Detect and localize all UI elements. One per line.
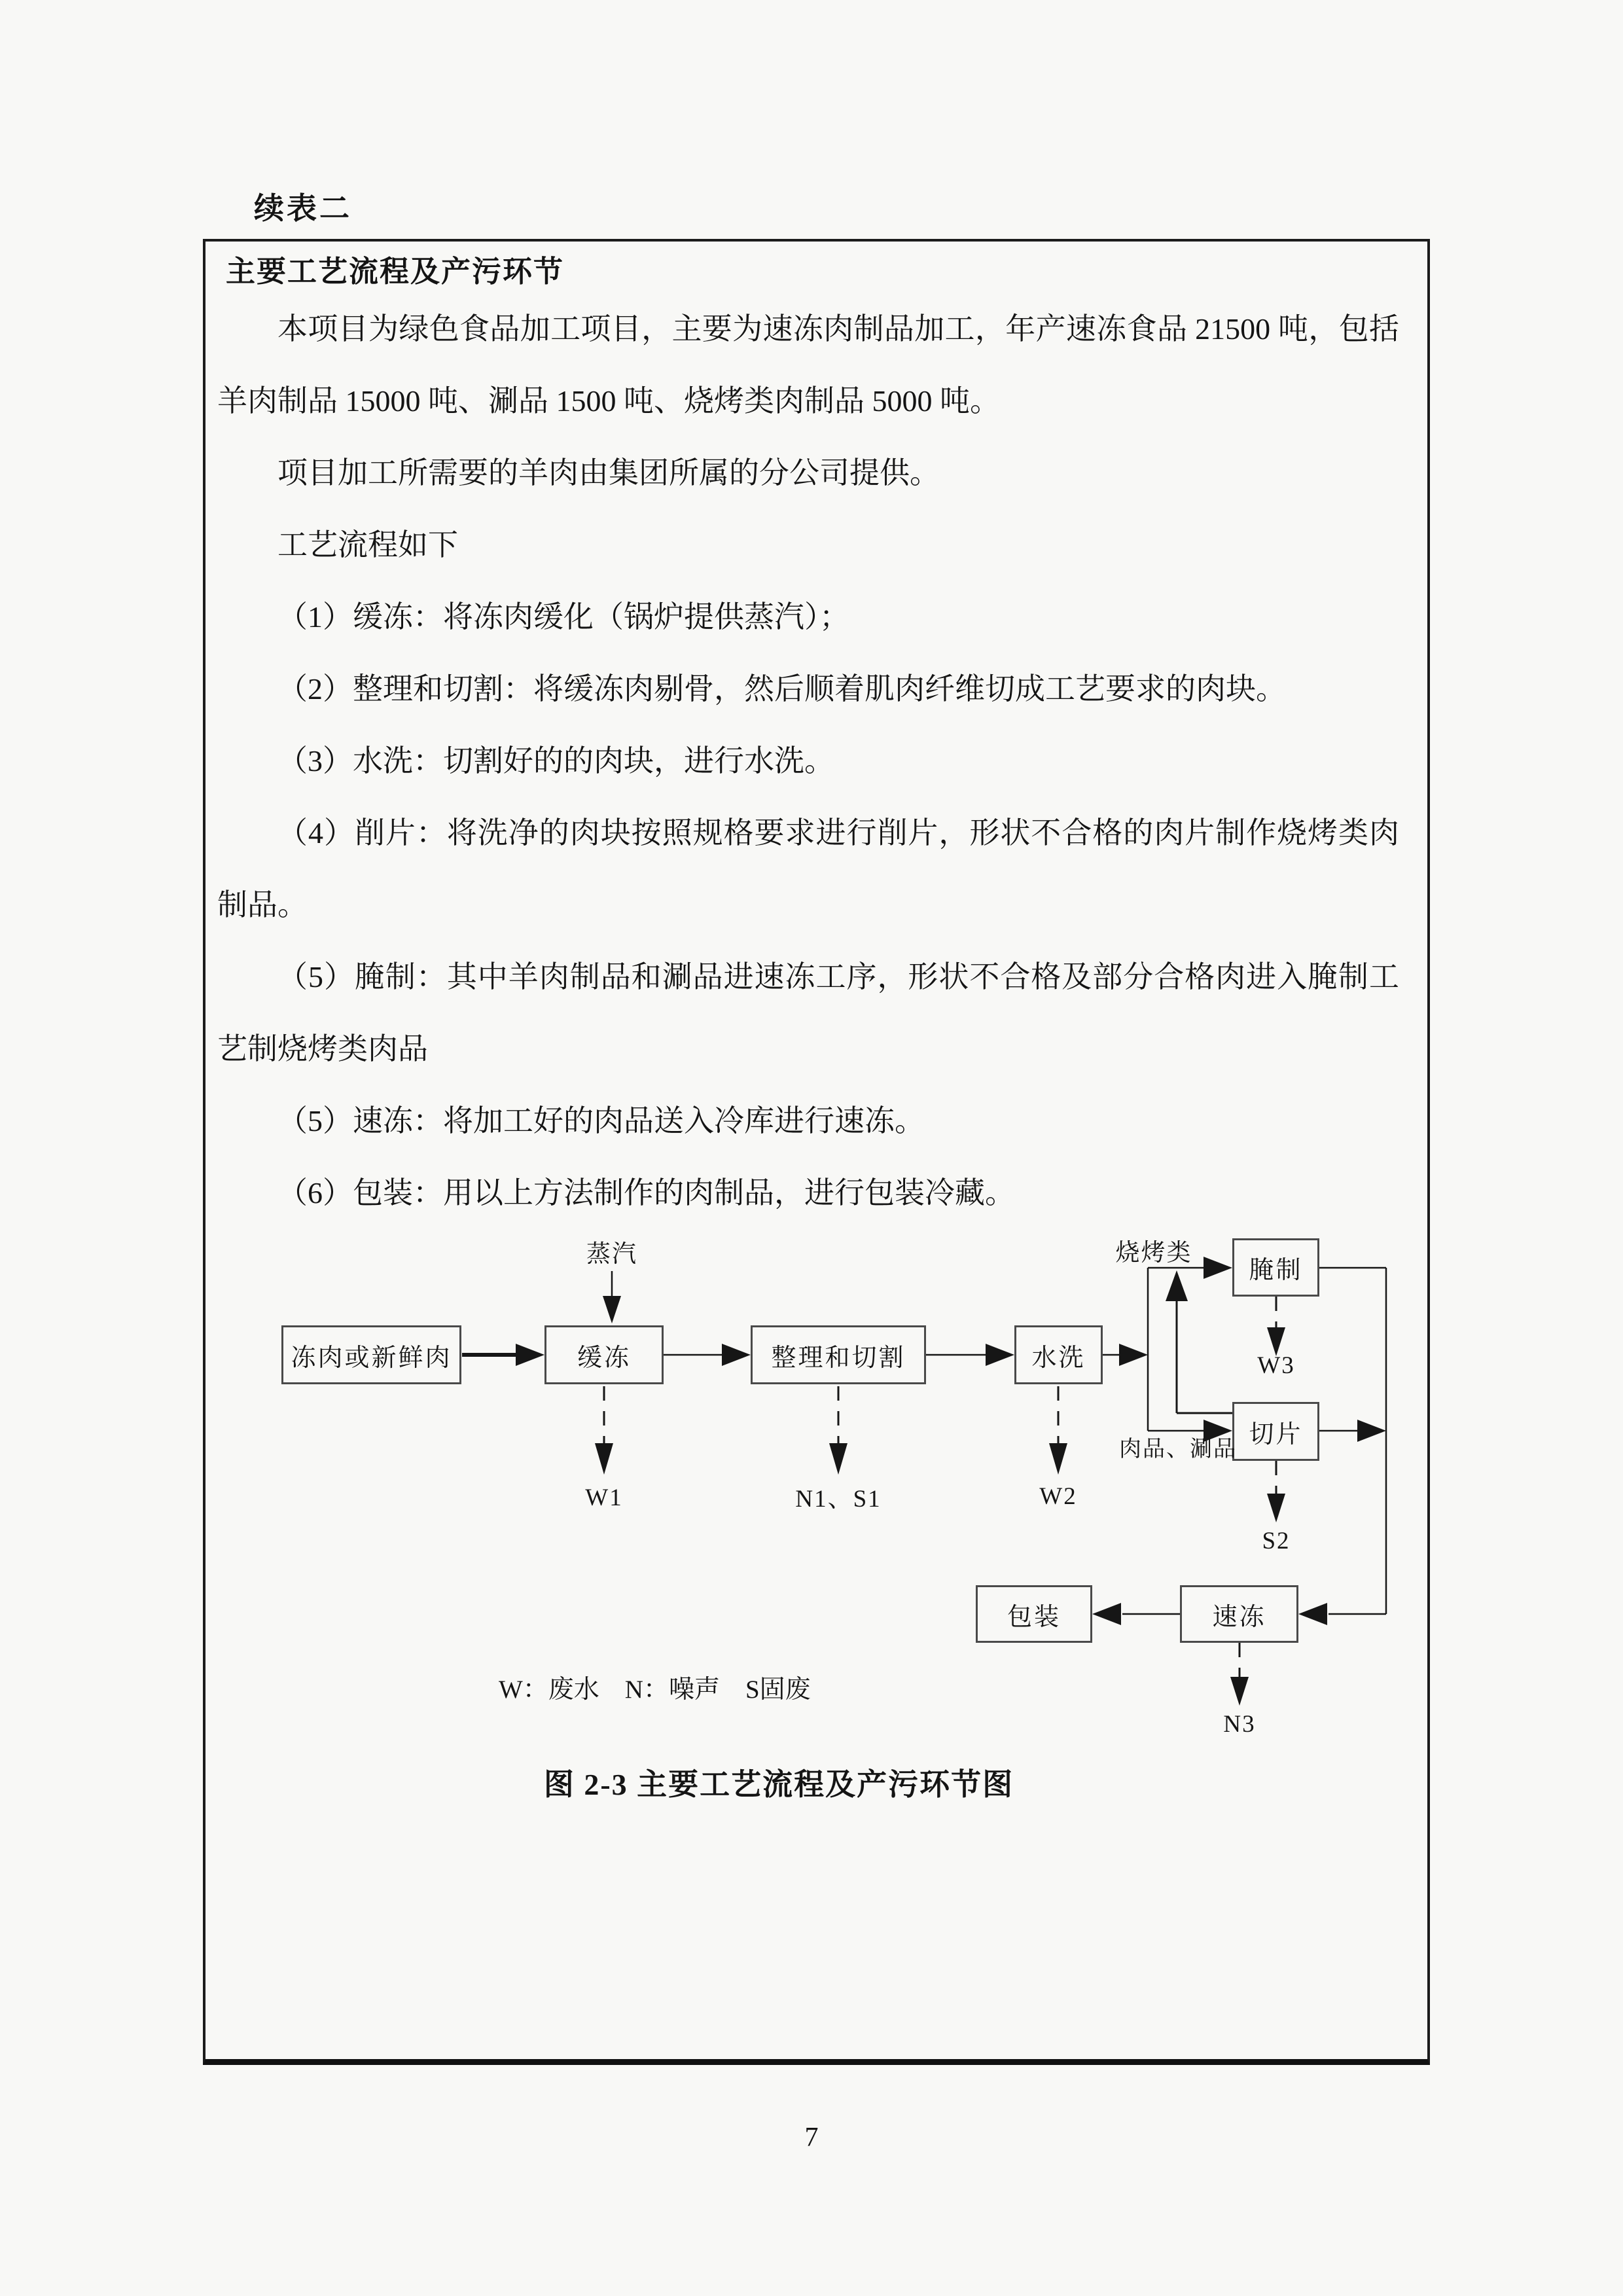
paragraph: （4）削片：将洗净的肉块按照规格要求进行削片，形状不合格的肉片制作烧烤类肉制品。 — [217, 816, 1399, 922]
branch-label-bbq: 烧烤类 — [1115, 1240, 1192, 1266]
paragraph: 项目加工所需要的羊肉由集团所属的分公司提供。 — [277, 456, 940, 490]
table-header: 主要工艺流程及产污环节 — [226, 255, 565, 288]
emission-label-w3: W3 — [1257, 1352, 1295, 1379]
page-number: 7 — [804, 2123, 819, 2153]
flow-box-quick-freeze: 速冻 — [1180, 1585, 1298, 1643]
paragraph: （1）缓冻：将冻肉缓化（锅炉提供蒸汽）； — [277, 600, 849, 634]
continued-table-label: 续表二 — [254, 191, 352, 225]
steam-input-label: 蒸汽 — [586, 1241, 637, 1268]
emission-label-w1: W1 — [585, 1484, 623, 1511]
paragraph: （5）腌制：其中羊肉制品和涮品进速冻工序，形状不合格及部分合格肉进入腌制工艺制烧烤类肉品 — [217, 960, 1399, 1066]
emission-label-n1s1: N1、S1 — [795, 1486, 882, 1513]
emission-label-w2: W2 — [1039, 1482, 1077, 1510]
emission-label-s2: S2 — [1262, 1527, 1291, 1554]
flow-box-slice: 切片 — [1232, 1402, 1319, 1461]
flow-box-thaw: 缓冻 — [544, 1325, 664, 1384]
paragraph: （2）整理和切割：将缓冻肉剔骨，然后顺着肌肉纤维切成工艺要求的肉块。 — [277, 672, 1286, 706]
branch-label-meat-hotpot: 肉品、涮品 — [1119, 1437, 1237, 1462]
paragraph: （5）速冻：将加工好的肉品送入冷库进行速冻。 — [277, 1104, 925, 1138]
emission-label-n3: N3 — [1223, 1710, 1256, 1738]
flow-box-wash: 水洗 — [1014, 1325, 1103, 1384]
flowchart-legend: W：废水 N：噪声 S固废 — [499, 1676, 811, 1704]
paragraph: 工艺流程如下 — [277, 528, 458, 562]
flow-box-marinate: 腌制 — [1232, 1238, 1319, 1297]
flow-box-frozen-meat: 冻肉或新鲜肉 — [281, 1325, 461, 1384]
flow-box-pack: 包装 — [976, 1585, 1092, 1643]
paragraph: （3）水洗：切割好的的肉块，进行水洗。 — [277, 744, 834, 778]
paragraph: 本项目为绿色食品加工项目，主要为速冻肉制品加工，年产速冻食品 21500 吨，包括羊肉制品 15000 吨、涮品 1500 吨、烧烤类肉制品 5000 吨。 — [217, 312, 1399, 418]
flow-box-trim-cut: 整理和切割 — [751, 1325, 926, 1384]
paragraph: （6）包装：用以上方法制作的肉制品，进行包装冷藏。 — [277, 1176, 1015, 1210]
figure-caption: 图 2-3 主要工艺流程及产污环节图 — [543, 1768, 1014, 1801]
